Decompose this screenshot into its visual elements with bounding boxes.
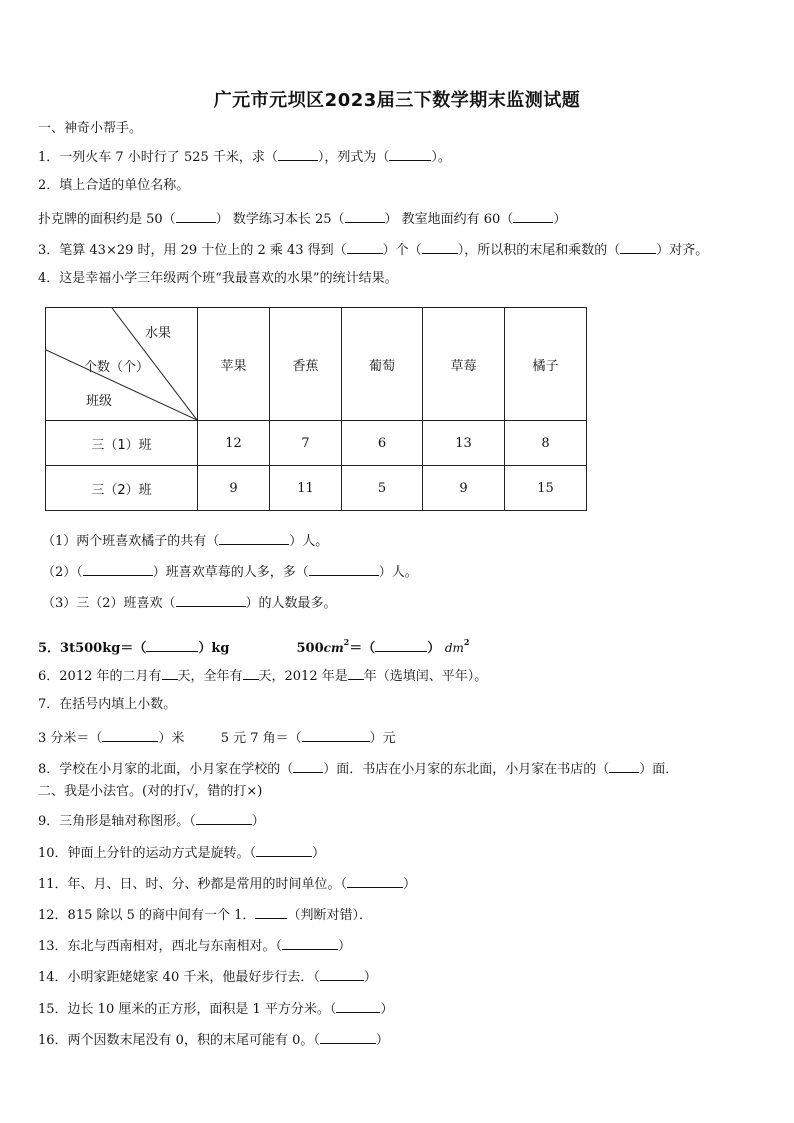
table-header-cell: 橘子 [505, 308, 587, 421]
table-row [46, 421, 587, 466]
table-header-cell: 葡萄 [342, 308, 423, 421]
question-4-3: （3）三（2）班喜欢（ ）的人数最多。 [42, 592, 337, 613]
table-corner-header [46, 308, 198, 421]
section-heading-1: 一、神奇小帮手。 [38, 121, 143, 136]
table-cell: 5 [342, 466, 423, 511]
question-16: 16．两个因数末尾没有 0，积的末尾可能有 0。（ ） [38, 1029, 389, 1050]
question-1: 1．一列火车 7 小时行了 525 千米，求（ ），列式为（ ）。 [38, 146, 451, 167]
answer-blank[interactable] [302, 727, 370, 742]
question-13: 13．东北与西南相对，西北与东南相对。（ ） [38, 935, 351, 956]
question-5: 5．3t500kg＝（ ）kg $500cm^2=$（ ） $dm^2$ [38, 637, 470, 656]
answer-blank[interactable] [513, 208, 553, 223]
corner-label-class: 班级 [86, 394, 113, 409]
answer-blank[interactable] [219, 530, 289, 545]
question-9: 9．三角形是轴对称图形。（ ） [38, 810, 265, 831]
table-cell: 6 [342, 421, 423, 466]
answer-blank[interactable] [348, 665, 364, 680]
answer-blank[interactable] [162, 665, 178, 680]
question-12: 12．815 除以 5 的商中间有一个 1． （判断对错）． [38, 904, 372, 925]
question-14: 14．小明家距姥姥家 40 千米，他最好步行去．（ ） [38, 966, 377, 987]
table-cell: 12 [198, 421, 270, 466]
row-label: 三（2）班 [46, 466, 198, 511]
answer-blank[interactable] [282, 935, 338, 950]
table-cell: 11 [270, 466, 342, 511]
row-label: 三（1）班 [46, 421, 198, 466]
question-8: 8．学校在小月家的北面，小月家在学校的（ ）面．书店在小月家的东北面，小月家在书店的（ ）面． [38, 758, 678, 779]
table-cell: 7 [270, 421, 342, 466]
question-11: 11．年、月、日、时、分、秒都是常用的时间单位。（ ） [38, 873, 416, 894]
table-cell: 9 [423, 466, 505, 511]
question-15: 15．边长 10 厘米的正方形，面积是 1 平方分米。（ ） [38, 998, 393, 1019]
answer-blank[interactable] [345, 208, 385, 223]
question-2-items: 扑克牌的面积约是 50（ ） 数学练习本长 25（ ） 教室地面约有 60（ ） [38, 208, 566, 229]
table-cell: 15 [505, 466, 587, 511]
question-7: 7．在括号内填上小数。 [38, 697, 177, 712]
corner-label-count: 个数（个） [84, 360, 150, 375]
answer-blank[interactable] [196, 810, 252, 825]
answer-blank[interactable] [336, 998, 380, 1013]
answer-blank[interactable] [256, 842, 312, 857]
question-4-1: （1）两个班喜欢橘子的共有（ ）人。 [42, 530, 328, 551]
answer-blank[interactable] [293, 758, 323, 773]
answer-blank[interactable] [146, 637, 198, 652]
answer-blank[interactable] [347, 239, 383, 254]
answer-blank[interactable] [320, 1029, 376, 1044]
question-10: 10．钟面上分针的运动方式是旋转。（ ） [38, 842, 325, 863]
question-4-2: （2）（ ）班喜欢草莓的人多，多（ ）人。 [42, 561, 418, 582]
table-header-cell: 苹果 [198, 308, 270, 421]
answer-blank[interactable] [102, 727, 158, 742]
question-7-items: 3 分米＝（ ）米 5 元 7 角＝（ ）元 [38, 727, 396, 748]
answer-blank[interactable] [389, 146, 431, 161]
answer-blank[interactable] [347, 873, 403, 888]
table-cell: 9 [198, 466, 270, 511]
table-cell: 8 [505, 421, 587, 466]
answer-blank[interactable] [243, 665, 259, 680]
corner-label-fruit: 水果 [145, 326, 172, 341]
answer-blank[interactable] [309, 561, 379, 576]
answer-blank[interactable] [83, 561, 153, 576]
answer-blank[interactable] [422, 239, 458, 254]
section-heading-2: 二、我是小法官。(对的打√，错的打×) [38, 784, 263, 799]
answer-blank[interactable] [609, 758, 639, 773]
page-title: 广元市元坝区2023届三下数学期末监测试题 [213, 90, 581, 111]
question-3: 3．笔算 43×29 时，用 29 十位上的 2 乘 43 得到（ ）个（ ），所以积的末尾和乘数的（ ）对齐。 [38, 239, 708, 260]
answer-blank[interactable] [176, 208, 216, 223]
table-header-cell: 香蕉 [270, 308, 342, 421]
fruit-statistics-table [45, 307, 587, 511]
answer-blank[interactable] [620, 239, 656, 254]
question-4: 4．这是幸福小学三年级两个班“我最喜欢的水果”的统计结果。 [38, 271, 398, 286]
table-row [46, 466, 587, 511]
table-cell: 13 [423, 421, 505, 466]
answer-blank[interactable] [278, 146, 318, 161]
question-6: 6．2012 年的二月有 天，全年有 天，2012 年是 年（选填闰、平年）。 [38, 665, 487, 686]
question-2: 2．填上合适的单位名称。 [38, 178, 190, 193]
answer-blank[interactable] [255, 904, 287, 919]
answer-blank[interactable] [176, 592, 246, 607]
answer-blank[interactable] [375, 637, 427, 652]
table-header-cell: 草莓 [423, 308, 505, 421]
answer-blank[interactable] [320, 966, 364, 981]
